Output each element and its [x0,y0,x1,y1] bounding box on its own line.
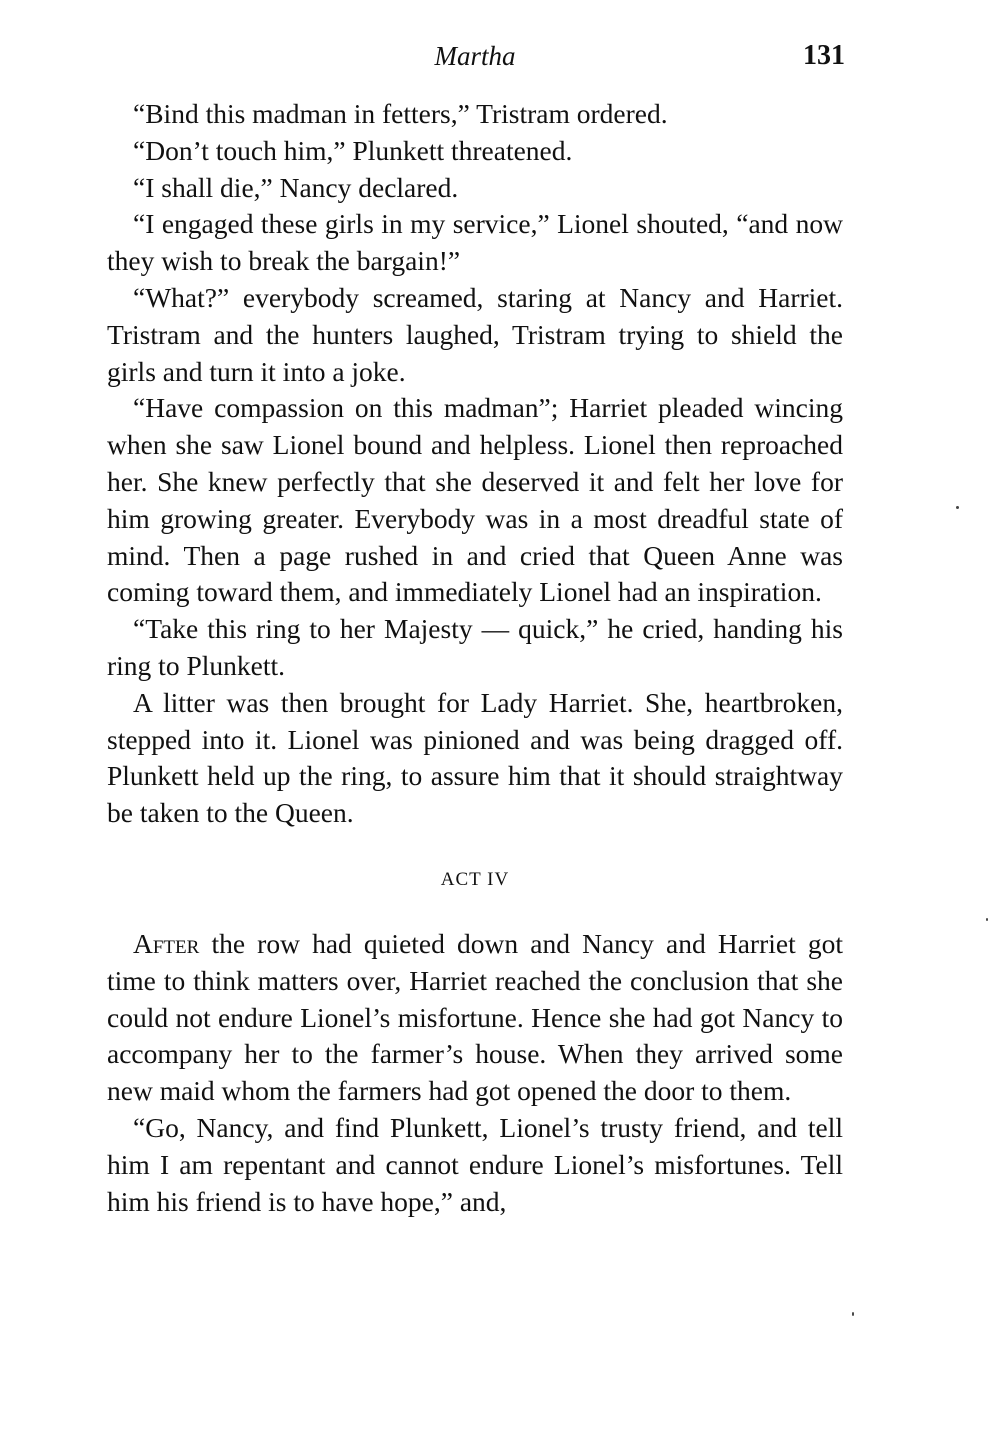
scan-speck [986,918,988,921]
body-text [107,96,843,1220]
paragraph-act-iv-opening [107,926,843,1110]
running-title: Martha [434,41,516,71]
paragraph: “Bind this madman in fetters,” Tristram ordered. [133,98,668,129]
paragraph: A litter was then brought for Lady Harriet. She, heartbroken, stepped into it. Lionel was pinioned and was being dragged off. Plunkett held up the ring, to assure him that it should straightway be taken to the Queen. [107,686,843,829]
running-head [105,38,845,74]
paragraph: “I shall die,” Nancy declared. [133,171,459,203]
paragraph: “Don’t touch him,” Plunkett threatened. [133,134,573,166]
paragraph: “I engaged these girls in my service,” Lionel shouted, “and now they wish to break the bargain!” [107,208,843,277]
scan-speck [956,506,959,509]
section-heading: ACT IV [440,868,510,890]
paragraph: “Go, Nancy, and find Plunkett, Lionel’s trusty friend, and tell him I am repentant and cannot endure Lionel’s misfortunes. Tell him his friend is to have hope,” and, [107,1111,843,1217]
paragraph: “What?” everybody screamed, staring at Nancy and Harriet. Tristram and the hunters laughed, Tristram trying to shield the girls and turn it into a joke. [107,281,843,387]
paragraph: “Have compassion on this madman”; Harriet pleaded wincing when she saw Lionel bound and helpless. Lionel then reproached her. She knew perfectly that she deserved it and felt her love for him growing greater. Everybody was in a most dreadful state of mind. Then a page rushed in and cried that Queen Anne was coming toward them, and immediately Lionel had an inspiration. [107,392,843,608]
scan-speck [852,1312,854,1316]
drop-word: After [133,927,200,959]
page-number: 131 [803,40,845,71]
paragraph-text: the row had quieted down and Nancy and Harriet got time to think matters over, Harriet reached the conclusion that she could not endure Lionel’s misfortune. Hence she had got Nancy to accompany her to the farmer’s house. When they arrived some new maid whom the farmers had got opened the door to them. [107,927,843,1107]
paragraph: “Take this ring to her Majesty — quick,” he cried, handing his ring to Plunkett. [107,613,843,681]
